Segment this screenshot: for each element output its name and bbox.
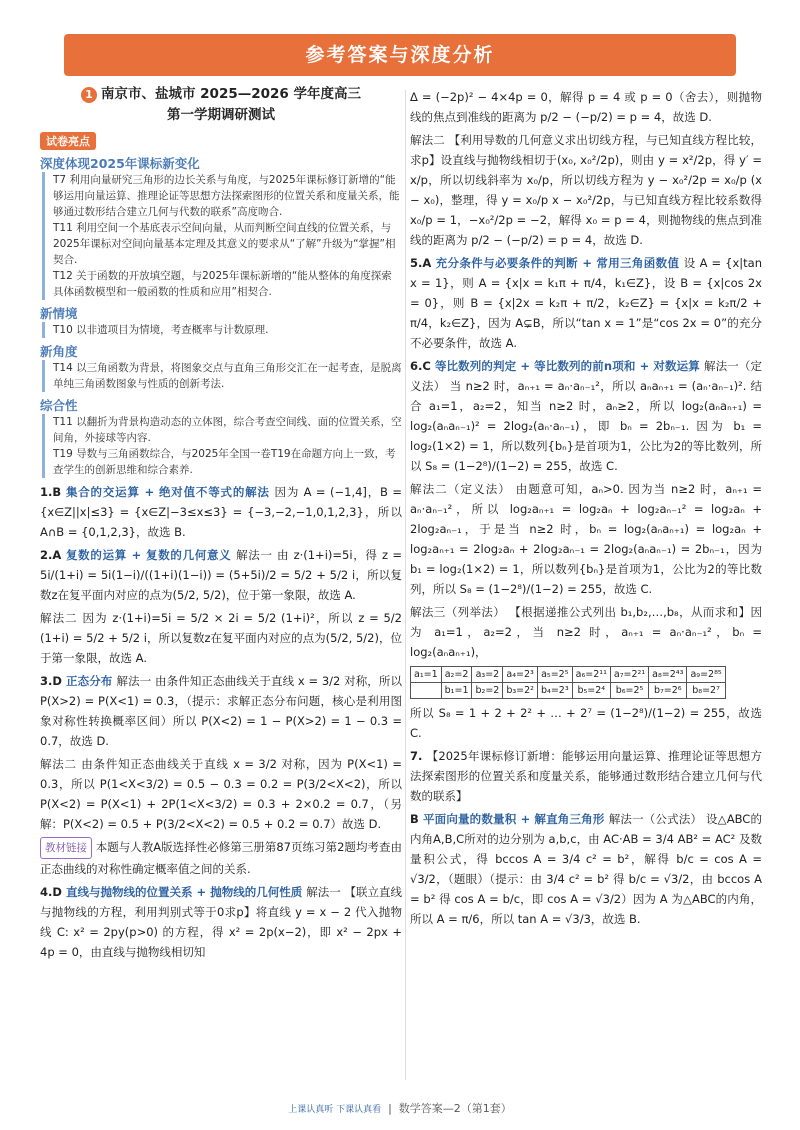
textbook-link-tag: 教材链接 xyxy=(40,837,92,859)
answer-item xyxy=(40,482,402,542)
table-cell: a₁=1 xyxy=(411,667,442,683)
footer-page-label: 数学答案—2（第1套） xyxy=(398,1102,512,1115)
answer-topic: 充分条件与必要条件的判断 + 常用三角函数值 xyxy=(435,256,684,270)
page-footer: 上课认真听 下课认真看 | 数学答案—2（第1套） xyxy=(288,1102,512,1115)
answer-text: 解法一（公式法） 设△ABC的内角A,B,C所对的边分别为 a,b,c，由 AC·AB = 3/4 AB² = AC² 及数量积公式，得 bccos A = 3/4 c² = b²，解得 b/c = cos A = √3/2，（题眼）（提示：由 3/4 c² = b² 得 b/c = √3/2，由 bccos A = b² 得 cos A = b/c，即 cos A = √3/2）因为 A 为△ABC的内角，所以 A = π/6，所以 tan A = √3/3，故选 B. xyxy=(410,812,762,926)
paper-title-line1: 南京市、盐城市 2025—2026 学年度高三 xyxy=(100,86,362,102)
answer-item xyxy=(40,608,402,668)
answer-text: 解法二 因为 z·(1+i)=5i = 5/2 × 2i = 5/2 (1+i)²，所以 z = 5/2 (1+i) = 5/2 + 5/2 i，所以复数z在复平面内对应的点为(5/2, 5/2)，位于第一象限，故选 A. xyxy=(40,611,402,665)
section-heading: 新情境 xyxy=(40,306,78,321)
table-cell: a₆=2¹¹ xyxy=(572,667,610,683)
table-cell: a₇=2²¹ xyxy=(610,667,648,683)
answer-topic: 平面向量的数量积 + 解直角三角形 xyxy=(422,812,609,826)
table-cell: b₈=2⁷ xyxy=(687,683,725,699)
table-cell: a₂=2 xyxy=(441,667,472,683)
section-heading: 深度体现2025年课标新变化 xyxy=(40,156,200,171)
answer-item xyxy=(410,253,762,353)
table-cell: b₄=2³ xyxy=(537,683,572,699)
answer-topic: 直线与抛物线的位置关系 + 抛物线的几何性质 xyxy=(65,885,307,899)
answer-item xyxy=(410,809,762,929)
answer-item xyxy=(40,882,402,962)
answer-text: 所以 S₈ = 1 + 2 + 2² + … + 2⁷ = (1−2⁸)/(1−2) = 255，故选 C. xyxy=(410,706,762,740)
section-body xyxy=(42,414,402,478)
table-cell: a₅=2⁵ xyxy=(537,667,572,683)
section-body xyxy=(42,172,402,300)
answer-item xyxy=(40,545,402,605)
section-heading: 综合性 xyxy=(40,398,78,413)
table-cell: b₅=2⁴ xyxy=(572,683,610,699)
answer-text: 解法一 由 z·(1+i)=5i，得 z = 5i/(1+i) = 5i(1−i)/((1+i)(1−i)) = (5+5i)/2 = 5/2 + 5/2 i，所以复数z在复平面内对应的点为(5/2, 5/2)，位于第一象限，故选 A. xyxy=(40,548,402,602)
section-line: T11 以翻折为背景构造动态的立体图，综合考查空间线、面的位置关系，空间角，外接球等内容. xyxy=(53,416,402,444)
table-cell: a₈=2⁴³ xyxy=(649,667,687,683)
table-cell: a₃=2 xyxy=(472,667,503,683)
answer-item xyxy=(410,356,762,476)
answer-number: 7. xyxy=(410,749,427,763)
highlight-sections xyxy=(40,154,402,478)
footer-logo-text: 上课认真听 下课认真看 xyxy=(288,1105,382,1115)
table-row xyxy=(411,667,726,683)
table-cell: b₆=2⁵ xyxy=(610,683,648,699)
answer-item xyxy=(40,837,402,879)
section-body xyxy=(42,360,402,392)
answer-topic: 复数的运算 + 复数的几何意义 xyxy=(65,548,237,562)
table-cell: a₄=2³ xyxy=(503,667,538,683)
answer-item xyxy=(410,703,762,743)
table-cell: a₉=2⁸⁵ xyxy=(687,667,725,683)
answer-item xyxy=(40,671,402,751)
table-cell: b₇=2⁶ xyxy=(649,683,687,699)
section-line: T19 导数与三角函数综合，与2025年全国一卷T19在命题方向上一致，考查学生的创新思维和综合素养. xyxy=(53,448,396,476)
answer-text: 解法二 【利用导数的几何意义求出切线方程，与已知直线方程比较，求p】设直线与抛物线相切于(x₀, x₀²/2p)，则由 y = x²/2p，得 y′ = x/p，所以切线斜率为 x₀/p，所以切线方程为 y − x₀²/2p = x₀/p (x − x₀)，整理，得 y = x₀/p x − x₀²/2p，与已知直线方程比较系数得 x₀/p = 1，−x₀²/2p = −2，解得 x₀ = p = 4，则抛物线的焦点到准线的距离为 p/2 − (−p/2) = p = 4，故选 D. xyxy=(410,133,762,247)
section-line: T7 利用向量研究三角形的边长关系与角度，与2025年课标修订新增的“能够运用向量运算、推理论证等思想方法探索图形的位置关系和度量关系，能够通过数形结合建立几何与代数的联系”高度吻合. xyxy=(53,174,400,218)
answer-text: 解法一（定义法） 当 n≥2 时，aₙ₊₁ = aₙ·aₙ₋₁²，所以 aₙaₙ₊₁ = (aₙ·aₙ₋₁)². 结合 a₁=1，a₂=2，知当 n≥2 时，aₙ≥2，所以 log₂(aₙaₙ₊₁) = log₂(aₙaₙ₋₁)² = 2log₂(aₙ·aₙ₋₁)，即 bₙ = 2bₙ₋₁. 因为 b₁ = log₂(1×2) = 1，所以数列{bₙ}是首项为1，公比为2的等比数列，所以 S₈ = (1−2⁸)/(1−2) = 255，故选 C. xyxy=(410,359,762,473)
answer-text: 本题与人教A版选择性必修第三册第87页练习第2题均考查由正态曲线的对称性确定概率值之间的关系. xyxy=(40,840,402,876)
table-row xyxy=(411,683,726,699)
answer-number: 6.C xyxy=(410,359,435,373)
exam-highlights-tag: 试卷亮点 xyxy=(40,132,96,150)
answer-number: B xyxy=(410,812,423,826)
paper-title-line2: 第一学期调研测试 xyxy=(167,107,275,123)
section-line: T10 以非遗项目为情境，考查概率与计数原理. xyxy=(53,324,269,336)
table-cell: b₃=2² xyxy=(503,683,538,699)
answer-text: 解法一 【联立直线与抛物线的方程，利用判别式等于0求p】将直线 y = x − 2 代入抛物线 C: x² = 2py(p>0) 的方程，得 x² = 2p(x−2)，即 x² − 2px + 4p = 0，由直线与抛物线相切知 xyxy=(40,885,402,959)
answer-text: 解法三（列举法） 【根据递推公式列出 b₁,b₂,…,b₈，从而求和】因为 a₁=1，a₂=2，当 n≥2 时，aₙ₊₁ = aₙ·aₙ₋₁²，bₙ = log₂(aₙaₙ₊₁)， xyxy=(410,605,762,659)
column-divider xyxy=(405,90,406,1080)
answer-number: 2.A xyxy=(40,548,66,562)
section-heading: 新角度 xyxy=(40,344,78,359)
table-cell: b₁=1 xyxy=(441,683,472,699)
answer-item xyxy=(410,87,762,127)
answer-item xyxy=(410,602,762,662)
section-body xyxy=(42,322,402,338)
answer-number: 5.A xyxy=(410,256,436,270)
answer-item xyxy=(410,479,762,599)
right-column xyxy=(410,84,762,1094)
answer-topic: 等比数列的判定 + 等比数列的前n项和 + 对数运算 xyxy=(434,359,704,373)
answer-text: 因为 A = (−1,4]，B = {x∈Z||x|≤3} = {x∈Z|−3≤x≤3} = {−3,−2,−1,0,1,2,3}，所以 A∩B = {0,1,2,3}，故选 B. xyxy=(40,485,402,539)
answer-text: 解法二（定义法） 由题意可知，aₙ>0. 因为当 n≥2 时，aₙ₊₁ = aₙ·aₙ₋₁²，所以 log₂aₙ₊₁ = log₂aₙ + log₂aₙ₋₁² = log₂aₙ + 2log₂aₙ₋₁，于是当 n≥2 时，bₙ = log₂(aₙaₙ₊₁) = log₂aₙ + log₂aₙ₊₁ = 2log₂aₙ + 2log₂aₙ₋₁ = 2log₂(aₙaₙ₋₁) = 2bₙ₋₁，因为 b₁ = log₂(1×2) = 1，所以数列{bₙ}是首项为1，公比为2的等比数列，所以 S₈ = (1−2⁸)/(1−2) = 255，故选 C. xyxy=(410,482,762,596)
answer-text: 设 A = {x|tan x = 1}，则 A = {x|x = k₁π + π/4，k₁∈Z}，设 B = {x|cos 2x = 0}，则 B = {x|2x = k₂π + π/2，k₂∈Z} = {x|x = k₂π/2 + π/4，k₂∈Z}，因为 A⊊B，所以“tan x = 1”是“cos 2x = 0”的充分不必要条件，故选 A. xyxy=(410,256,762,350)
answer-item xyxy=(40,754,402,834)
answer-item xyxy=(410,746,762,806)
answer-topic: 集合的交运算 + 绝对值不等式的解法 xyxy=(65,485,275,499)
section-line: T14 以三角函数为背景，将图象交点与直角三角形交汇在一起考查，是脱离单纯三角函数图象与性质的创新考法. xyxy=(53,362,402,390)
answer-number: 3.D xyxy=(40,674,67,688)
sequence-table xyxy=(410,666,726,699)
left-column xyxy=(40,84,402,1094)
section-line: T12 关于函数的开放填空题，与2025年课标新增的“能从整体的角度探索具体函数模型和一般函数的性质和应用”相契合. xyxy=(53,270,392,298)
answer-topic: 正态分布 xyxy=(66,674,117,688)
answer-text: 【2025年课标修订新增：能够运用向量运算、推理论证等思想方法探索图形的位置关系和度量关系，能够通过数形结合建立几何与代数的联系】 xyxy=(410,749,762,803)
left-answers xyxy=(40,482,402,962)
answer-text: 解法一 由条件知正态曲线关于直线 x = 3/2 对称，所以 P(X>2) = P(X<1) = 0.3，（提示：求解正态分布问题，核心是利用图象对称性转换概率区间）所以 P(X<2) = 1 − P(X>2) = 1 − 0.3 = 0.7，故选 D. xyxy=(40,674,402,748)
section-line: T11 利用空间一个基底表示空间向量，从而判断空间直线的位置关系，与2025年课标对空间向量基本定理及其意义的要求从“了解”升级为“掌握”相契合. xyxy=(53,222,396,266)
page-banner: 参考答案与深度分析 xyxy=(64,34,736,76)
answer-number: 1.B xyxy=(40,485,66,499)
table-cell xyxy=(411,683,442,699)
answer-text: 解法二 由条件知正态曲线关于直线 x = 3/2 对称，因为 P(X<1) = 0.3，所以 P(1<X<3/2) = 0.5 − 0.3 = 0.2 = P(3/2<X<2)，所以 P(X<2) = P(X<1) + 2P(1<X<3/2) = 0.3 + 2×0.2 = 0.7，（另解：P(X<2) = 0.5 + P(3/2<X<2) = 0.5 + 0.2 = 0.7）故选 D. xyxy=(40,757,402,831)
table-cell: b₂=2 xyxy=(472,683,503,699)
paper-title xyxy=(40,84,402,105)
answer-text: Δ = (−2p)² − 4×4p = 0，解得 p = 4 或 p = 0（舍去），则抛物线的焦点到准线的距离为 p/2 − (−p/2) = p = 4，故选 D. xyxy=(410,90,762,124)
answer-number: 4.D xyxy=(40,885,66,899)
answer-item xyxy=(410,130,762,250)
right-answers xyxy=(410,87,762,929)
paper-number-badge: 1 xyxy=(81,87,97,103)
